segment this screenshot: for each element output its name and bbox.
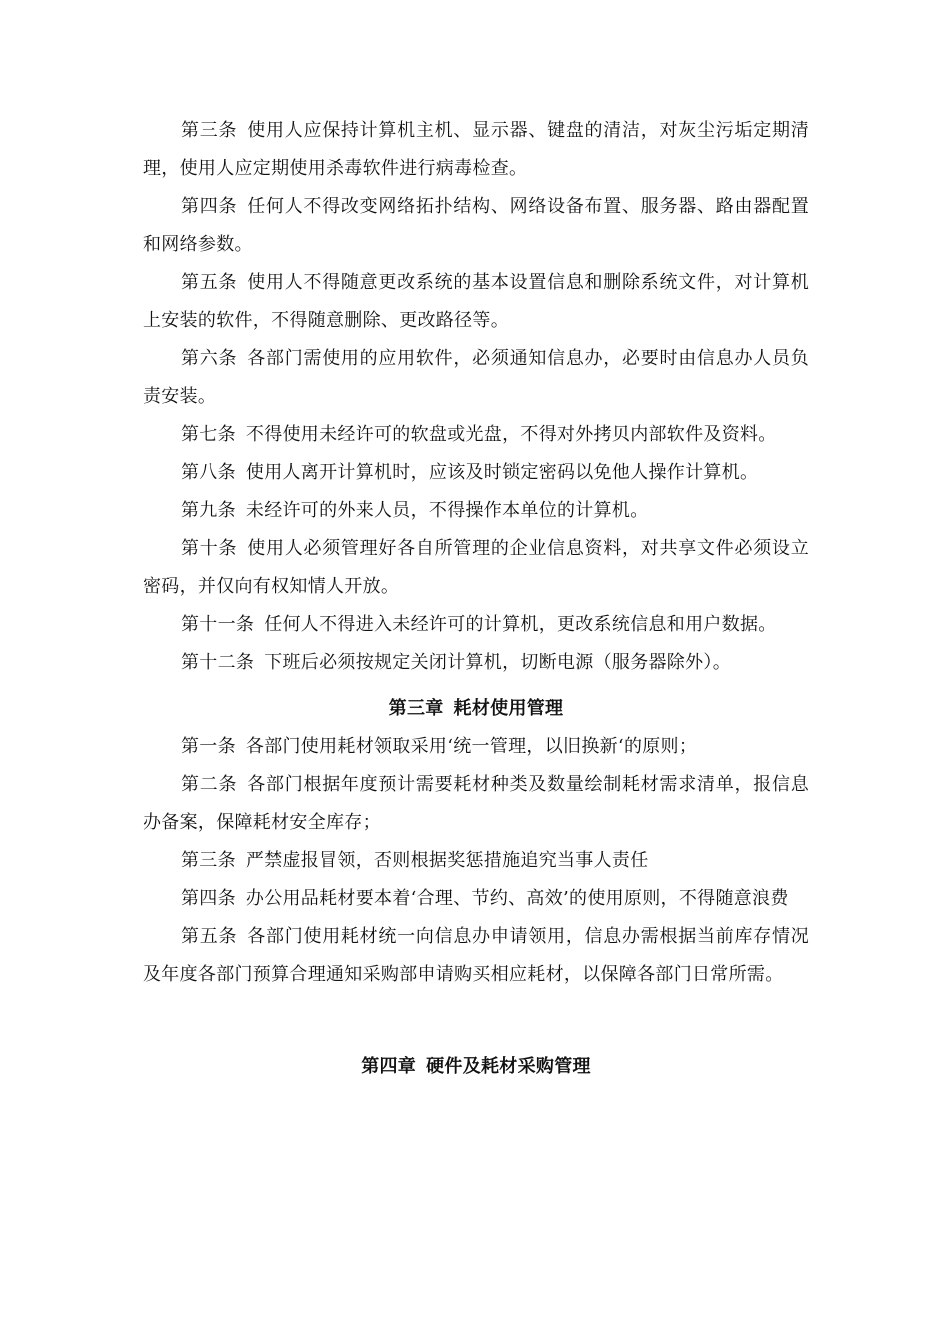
chapter-3-heading xyxy=(143,690,809,728)
chapter-number: 第四章 xyxy=(361,1056,417,1077)
chapter-4-heading xyxy=(143,1048,809,1086)
article-number: 第二条 xyxy=(181,774,238,795)
article-text: 使用人应保持计算机主机、显示器、键盘的清洁，对灰尘污垢定期清理，使用人应定期使用杀毒软件进行病毒检查。 xyxy=(143,120,810,179)
article-9 xyxy=(143,492,809,530)
article-8 xyxy=(143,454,809,492)
article-5 xyxy=(143,264,809,340)
article-7 xyxy=(143,416,809,454)
article-text: 各部门需使用的应用软件，必须通知信息办，必要时由信息办人员负责安装。 xyxy=(143,348,810,407)
article-10 xyxy=(143,530,809,606)
article-number: 第四条 xyxy=(181,196,238,217)
ch3-article-3 xyxy=(143,842,809,880)
ch3-article-5 xyxy=(143,918,809,994)
article-number: 第七条 xyxy=(181,424,236,445)
article-number: 第十条 xyxy=(181,538,238,559)
article-text: 使用人必须管理好各自所管理的企业信息资料，对共享文件必须设立密码，并仅向有权知情人开放。 xyxy=(143,538,810,597)
article-6 xyxy=(143,340,809,416)
article-12 xyxy=(143,644,809,682)
ch3-article-2 xyxy=(143,766,809,842)
article-text: 下班后必须按规定关闭计算机，切断电源（服务器除外）。 xyxy=(264,652,732,673)
ch3-article-1 xyxy=(143,728,809,766)
article-text: 各部门使用耗材领取采用‘统一管理，以旧换新‘的原则； xyxy=(245,736,698,757)
article-text: 办公用品耗材要本着‘合理、节约、高效’的使用原则，不得随意浪费 xyxy=(245,888,789,909)
article-text: 任何人不得改变网络拓扑结构、网络设备布置、服务器、路由器配置和网络参数。 xyxy=(143,196,810,255)
article-text: 严禁虚报冒领，否则根据奖惩措施追究当事人责任 xyxy=(245,850,649,871)
chapter-number: 第三章 xyxy=(388,698,444,719)
article-text: 各部门使用耗材统一向信息办申请领用，信息办需根据当前库存情况及年度各部门预算合理通知采购部申请购买相应耗材，以保障各部门日常所需。 xyxy=(143,926,810,985)
article-number: 第八条 xyxy=(181,462,236,483)
ch3-article-4 xyxy=(143,880,809,918)
article-number: 第一条 xyxy=(181,736,236,757)
chapter-title: 耗材使用管理 xyxy=(453,698,564,719)
article-number: 第三条 xyxy=(181,850,236,871)
article-number: 第三条 xyxy=(181,120,238,141)
article-number: 第十二条 xyxy=(181,652,255,673)
article-number: 第十一条 xyxy=(181,614,255,635)
section-spacer xyxy=(143,994,809,1040)
article-text: 使用人不得随意更改系统的基本设置信息和删除系统文件，对计算机上安装的软件，不得随意删除、更改路径等。 xyxy=(143,272,810,331)
article-text: 未经许可的外来人员，不得操作本单位的计算机。 xyxy=(245,500,649,521)
article-number: 第五条 xyxy=(181,272,238,293)
chapter-title: 硬件及耗材采购管理 xyxy=(426,1056,591,1077)
article-text: 不得使用未经许可的软盘或光盘，不得对外拷贝内部软件及资料。 xyxy=(245,424,777,445)
article-number: 第九条 xyxy=(181,500,236,521)
article-11 xyxy=(143,606,809,644)
article-number: 第四条 xyxy=(181,888,236,909)
article-3 xyxy=(143,112,809,188)
article-number: 第六条 xyxy=(181,348,238,369)
article-text: 使用人离开计算机时，应该及时锁定密码以免他人操作计算机。 xyxy=(245,462,759,483)
article-text: 各部门根据年度预计需要耗材种类及数量绘制耗材需求清单，报信息办备案，保障耗材安全库存； xyxy=(143,774,810,833)
article-text: 任何人不得进入未经许可的计算机，更改系统信息和用户数据。 xyxy=(264,614,777,635)
article-4 xyxy=(143,188,809,264)
article-number: 第五条 xyxy=(181,926,238,947)
document-body xyxy=(143,112,809,1086)
